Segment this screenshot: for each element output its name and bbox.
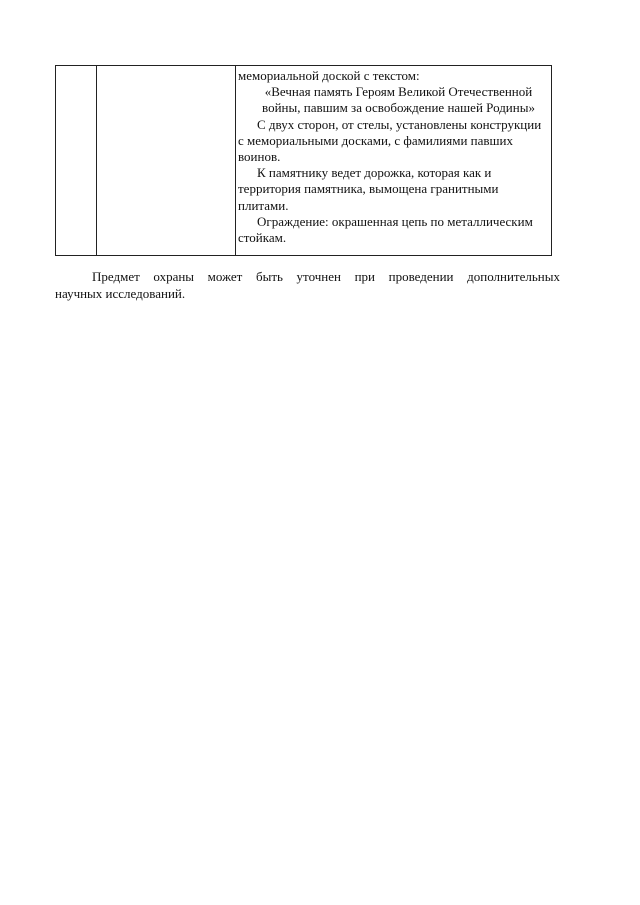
table-cell-description <box>236 66 551 255</box>
table-cell-name <box>97 66 236 255</box>
protection-table <box>55 65 552 256</box>
description-constructions: С двух сторон, от стелы, установлены конструкции с мемориальными досками, с фамилиями павших воинов. <box>238 116 542 165</box>
table-cell-number <box>56 66 97 255</box>
description-line-plaque: мемориальной доской с текстом: <box>238 68 420 83</box>
description-quote: «Вечная память Героям Великой Отечественной войны, павшим за освобождение нашей Родины» <box>262 84 535 116</box>
description-path: К памятнику ведет дорожка, которая как и территория памятника, вымощена гранитными плитами. <box>238 165 499 213</box>
protection-note-paragraph <box>55 268 560 302</box>
description-fence: Ограждение: окрашенная цепь по металлическим стойкам. <box>238 213 533 246</box>
protection-note-line-1: Предмет охраны может быть уточнен при проведении дополнительных <box>92 269 560 284</box>
protection-note-line-2: научных исследований. <box>55 286 186 301</box>
